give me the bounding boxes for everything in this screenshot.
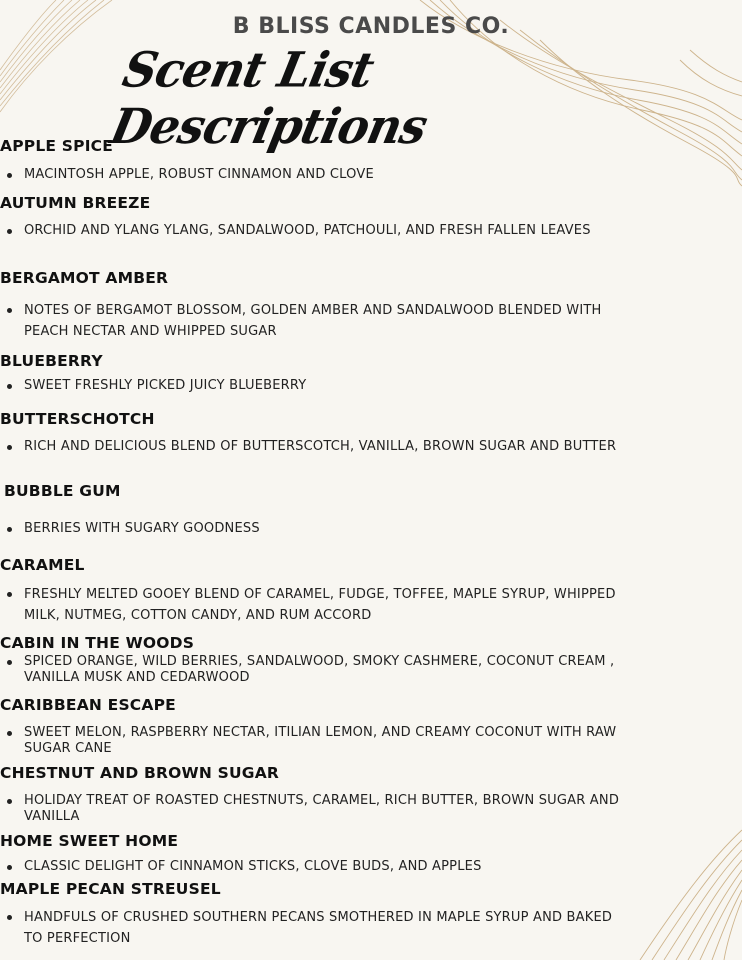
page-title: Scent List Descriptions (105, 41, 432, 155)
scent-name: BUTTERSCHOTCH (0, 410, 155, 428)
scent-name: HOME SWEET HOME (0, 832, 179, 850)
scent-name: CHESTNUT AND BROWN SUGAR (0, 764, 280, 782)
scent-description: HANDFULS OF CRUSHED SOUTHERN PECANS SMOTHERED IN MAPLE SYRUP AND BAKED TO PERFECTION (24, 910, 613, 946)
bullet-icon (7, 660, 12, 665)
scent-name: BLUEBERRY (0, 352, 103, 370)
bullet-icon (7, 799, 12, 804)
scent-description: SPICED ORANGE, WILD BERRIES, SANDALWOOD, SMOKY CASHMERE, COCONUT CREAM , VANILLA MUSK AND CEDARWOOD (24, 654, 615, 685)
scent-description: NOTES OF BERGAMOT BLOSSOM, GOLDEN AMBER AND SANDALWOOD BLENDED WITH PEACH NECTAR AND WHIPPED SUGAR (24, 303, 602, 339)
scent-description: SWEET FRESHLY PICKED JUICY BLUEBERRY (24, 378, 307, 393)
bullet-icon (7, 229, 12, 234)
bullet-icon (7, 592, 12, 597)
scent-name: MAPLE PECAN STREUSEL (0, 880, 221, 898)
brand-name: B BLISS CANDLES CO. (232, 14, 510, 39)
bullet-icon (7, 384, 12, 389)
scent-description: HOLIDAY TREAT OF ROASTED CHESTNUTS, CARAMEL, RICH BUTTER, BROWN SUGAR AND VANILLA (24, 793, 620, 824)
scent-description: CLASSIC DELIGHT OF CINNAMON STICKS, CLOVE BUDS, AND APPLES (24, 859, 482, 874)
bullet-icon (7, 731, 12, 736)
scent-name: CABIN IN THE WOODS (0, 634, 195, 652)
bullet-icon (7, 445, 12, 450)
scent-name: BERGAMOT AMBER (0, 269, 169, 287)
bullet-icon (7, 308, 12, 313)
scent-description: FRESHLY MELTED GOOEY BLEND OF CARAMEL, FUDGE, TOFFEE, MAPLE SYRUP, WHIPPED MILK, NUTMEG, COTTON CANDY, AND RUM ACCORD (24, 587, 616, 623)
bullet-icon (7, 173, 12, 178)
bullet-icon (7, 915, 12, 920)
scent-description: RICH AND DELICIOUS BLEND OF BUTTERSCOTCH, VANILLA, BROWN SUGAR AND BUTTER (24, 439, 617, 454)
bullet-icon (7, 527, 12, 532)
scent-description: SWEET MELON, RASPBERRY NECTAR, ITILIAN LEMON, AND CREAMY COCONUT WITH RAW SUGAR CANE (24, 725, 617, 756)
scent-name: APPLE SPICE (0, 137, 114, 155)
scent-description: MACINTOSH APPLE, ROBUST CINNAMON AND CLOVE (24, 167, 374, 182)
scent-name: AUTUMN BREEZE (0, 194, 151, 212)
bullet-icon (7, 865, 12, 870)
scent-description: ORCHID AND YLANG YLANG, SANDALWOOD, PATCHOULI, AND FRESH FALLEN LEAVES (24, 223, 591, 238)
scent-name: BUBBLE GUM (4, 482, 121, 500)
scent-name: CARAMEL (0, 556, 85, 574)
scent-description: BERRIES WITH SUGARY GOODNESS (24, 521, 260, 536)
scent-name: CARIBBEAN ESCAPE (0, 696, 176, 714)
